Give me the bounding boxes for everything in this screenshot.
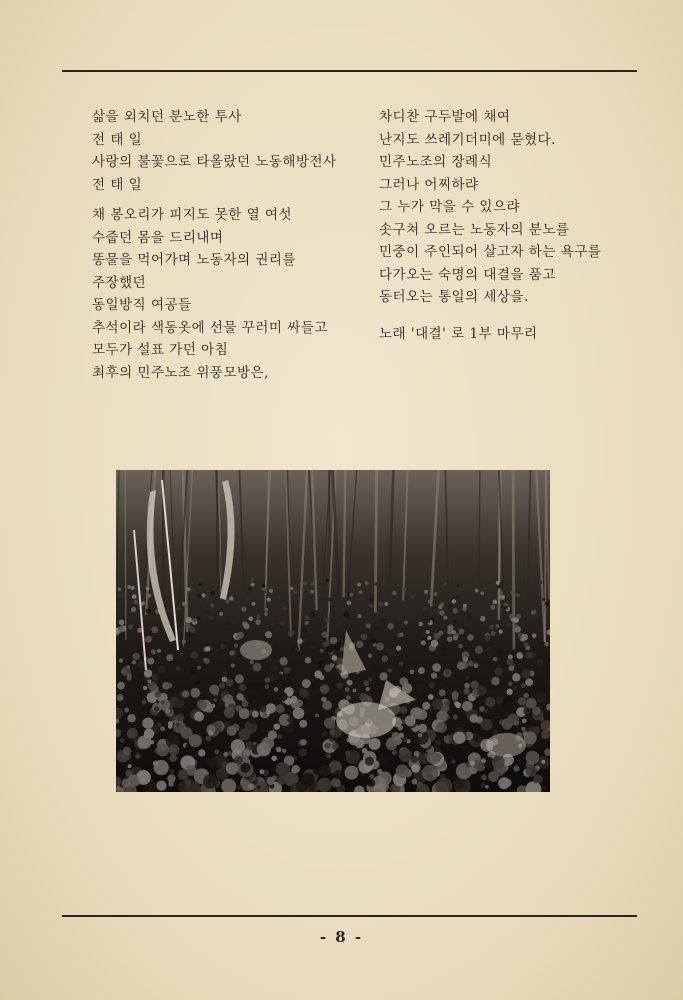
stanza-gap [379, 309, 634, 323]
crowd-photo [116, 470, 550, 792]
poem-line: 전 태 일 [92, 131, 143, 148]
poem-line: 그 누가 막을 수 있으랴 [379, 199, 521, 215]
poem-line: 민주노조의 장례식 [379, 154, 493, 170]
poem-line: 최후의 민주노조 위풍모방은, [92, 364, 269, 381]
poem-line: 사랑의 불꽃으로 타올랐던 노동해방전사 [92, 154, 337, 170]
poem-line: 채 봉오리가 피지도 못한 열 여섯 [92, 207, 292, 223]
poem-line: 주장했던 [92, 274, 147, 291]
page-number: - 8 - [319, 928, 364, 946]
poem-line: 솟구쳐 오르는 노동자의 분노를 [379, 221, 570, 238]
poem-line: 차디찬 구두발에 채여 [379, 109, 511, 125]
poem-footnote: 노래 '대결' 로 1부 마무리 [379, 325, 538, 342]
top-rule [62, 70, 637, 72]
poem-right-column [379, 106, 634, 345]
poem-line: 동터오는 통일의 세상을. [379, 289, 529, 305]
poem-line: 그러나 어찌하랴 [379, 176, 479, 193]
poem-line: 동일방직 여공들 [92, 297, 192, 313]
poem-line: 삶을 외치던 분노한 투사 [92, 109, 242, 125]
poem-line: 추석이라 색동옷에 선물 꾸러미 싸들고 [92, 319, 328, 336]
poem-line: 민중이 주인되어 살고자 하는 욕구를 [379, 244, 602, 260]
crowd-photo-image [116, 470, 550, 792]
poem-line: 모두가 설표 가던 아침 [92, 342, 229, 358]
poem-line: 다가오는 숙명의 대결을 품고 [379, 266, 556, 283]
poem-line: 전 태 일 [92, 176, 143, 193]
bottom-rule [62, 915, 637, 917]
poem-line: 똥물을 먹어가며 노동자의 권리를 [92, 252, 296, 268]
stanza-gap [92, 196, 357, 204]
poem-line: 수줍던 몸을 드리내며 [92, 229, 224, 246]
poem-line: 난지도 쓰레기더미에 묻혔다. [379, 131, 556, 148]
poem-left-column [92, 106, 357, 384]
